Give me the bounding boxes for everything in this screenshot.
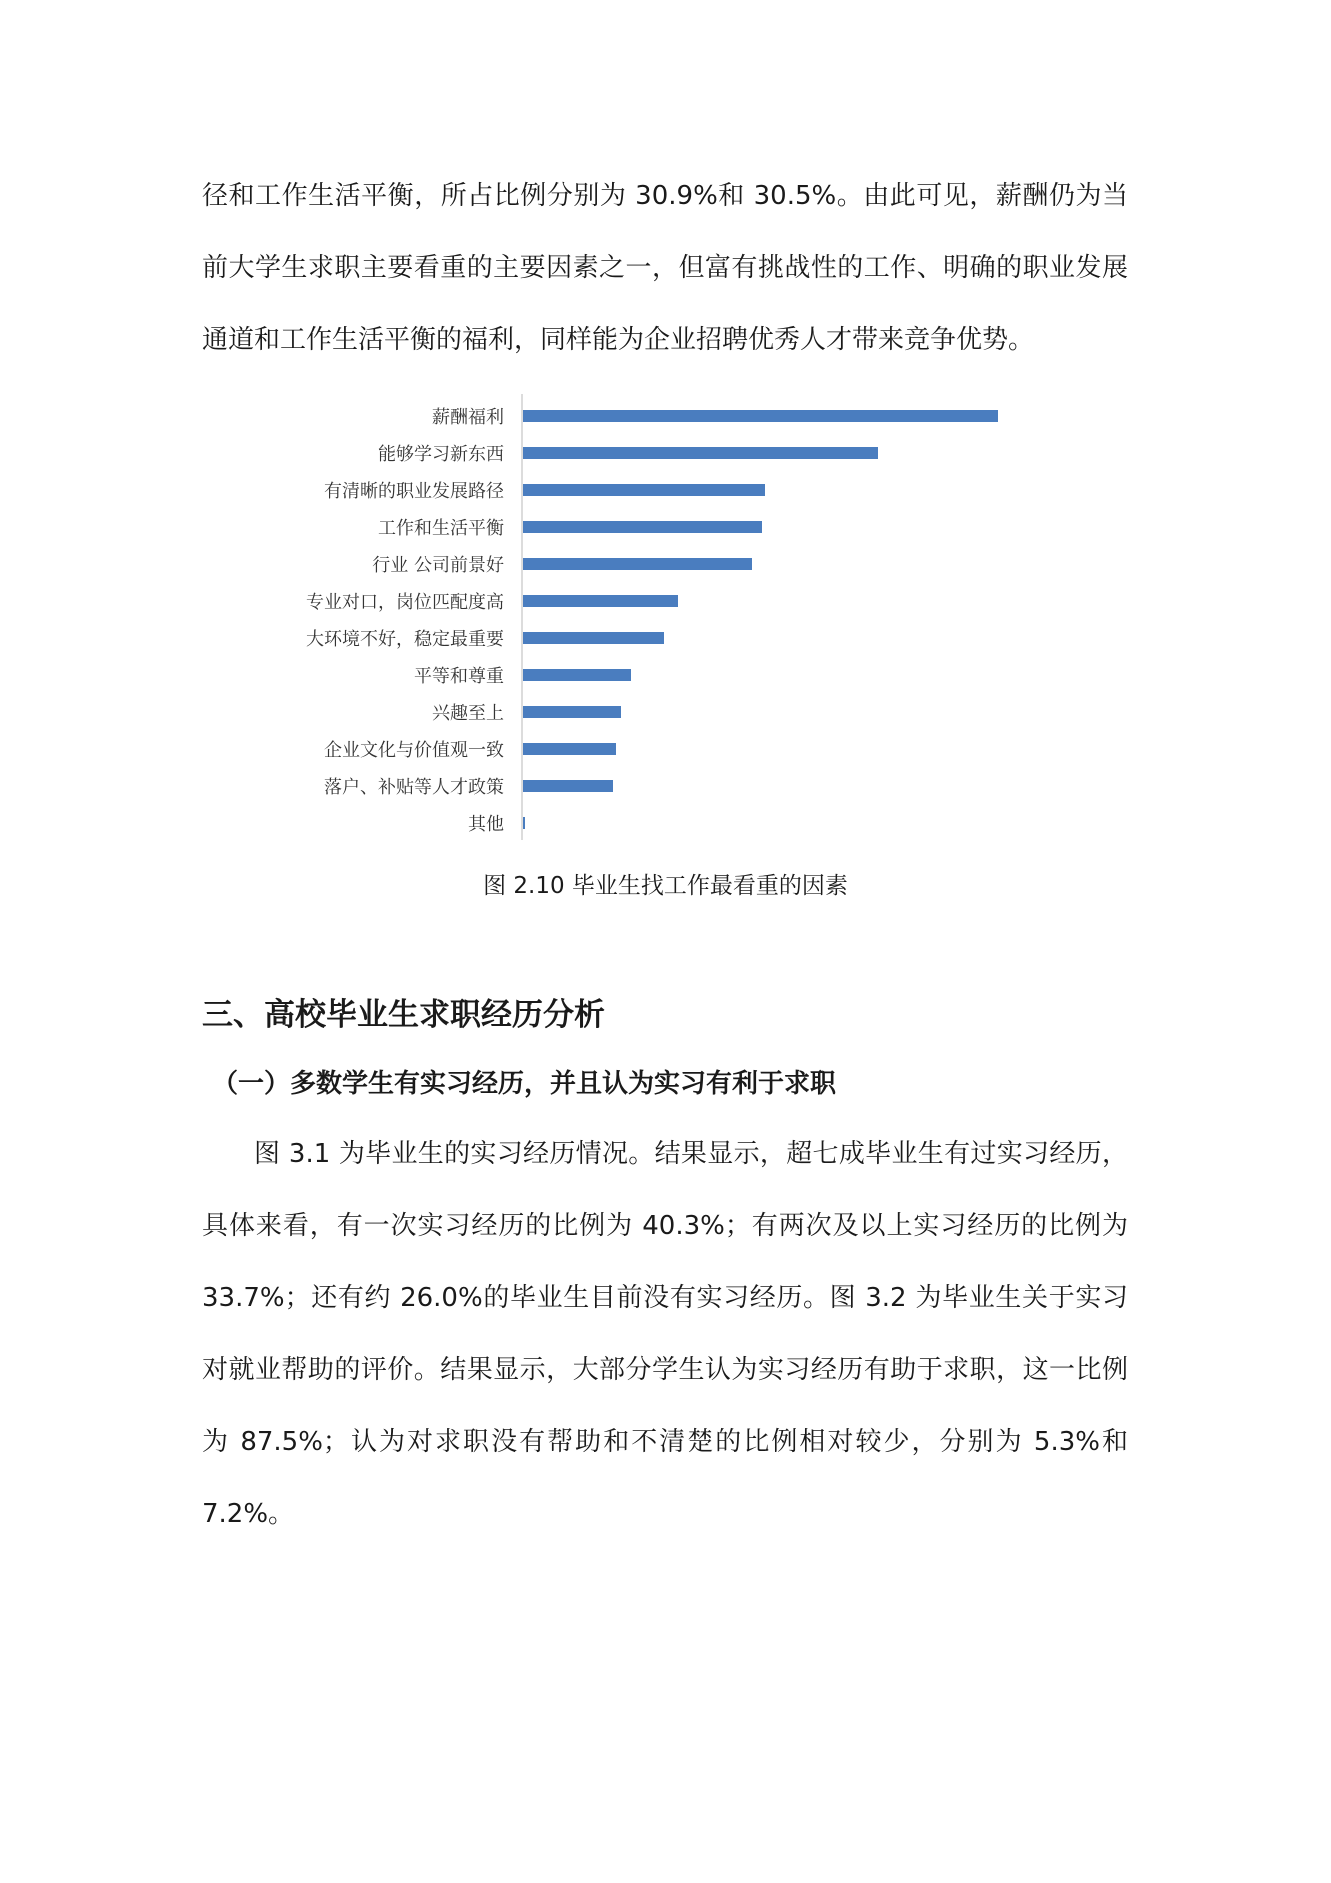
bar [523, 780, 613, 792]
category-label: 能够学习新东西 [378, 444, 504, 465]
category-label: 兴趣至上 [432, 703, 504, 724]
body-paragraph: 图 3.1 为毕业生的实习经历情况。结果显示，超七成毕业生有过实习经历，具体来看，有一次实习经历的比例为 40.3%；有两次及以上实习经历的比例为 33.7%；还有约 26.0%的毕业生目前没有实习经历。图 3.2 为毕业生关于实习对就业帮助的评价。结果显示，大部分学生认为实习经历有助于求职，这一比例为 87.5%；认为对求职没有帮助和不清楚的比例相对较少，分别为 5.3%和 7.2%。 [202, 1139, 1128, 1529]
bar [523, 484, 765, 496]
figure-caption: 图 2.10 毕业生找工作最看重的因素 [483, 873, 848, 899]
category-label: 平等和尊重 [414, 666, 504, 687]
category-label: 专业对口，岗位匹配度高 [306, 592, 504, 613]
bar [523, 743, 616, 755]
category-label: 行业 公司前景好 [372, 555, 504, 576]
bar [523, 410, 998, 422]
category-label: 薪酬福利 [432, 407, 504, 428]
bar [523, 632, 664, 644]
bar [523, 558, 752, 570]
category-label: 其他 [468, 814, 504, 835]
bar [523, 706, 621, 718]
bar [523, 817, 525, 829]
category-label: 落户、补贴等人才政策 [324, 777, 504, 798]
subsection-title: （一）多数学生有实习经历，并且认为实习有利于求职 [212, 1069, 837, 1099]
bar [523, 521, 762, 533]
category-label: 企业文化与价值观一致 [324, 740, 504, 761]
category-label: 工作和生活平衡 [378, 518, 504, 539]
category-label: 大环境不好，稳定最重要 [306, 629, 504, 650]
bar [523, 447, 878, 459]
factors-bar-chart [230, 392, 1030, 842]
category-label: 有清晰的职业发展路径 [324, 481, 504, 502]
bar [523, 669, 631, 681]
bar [523, 595, 678, 607]
intro-paragraph: 径和工作生活平衡，所占比例分别为 30.9%和 30.5%。由此可见，薪酬仍为当前大学生求职主要看重的主要因素之一，但富有挑战性的工作、明确的职业发展通道和工作生活平衡的福利，同样能为企业招聘优秀人才带来竞争优势。 [202, 181, 1128, 355]
section-title: 三、高校毕业生求职经历分析 [202, 997, 605, 1033]
